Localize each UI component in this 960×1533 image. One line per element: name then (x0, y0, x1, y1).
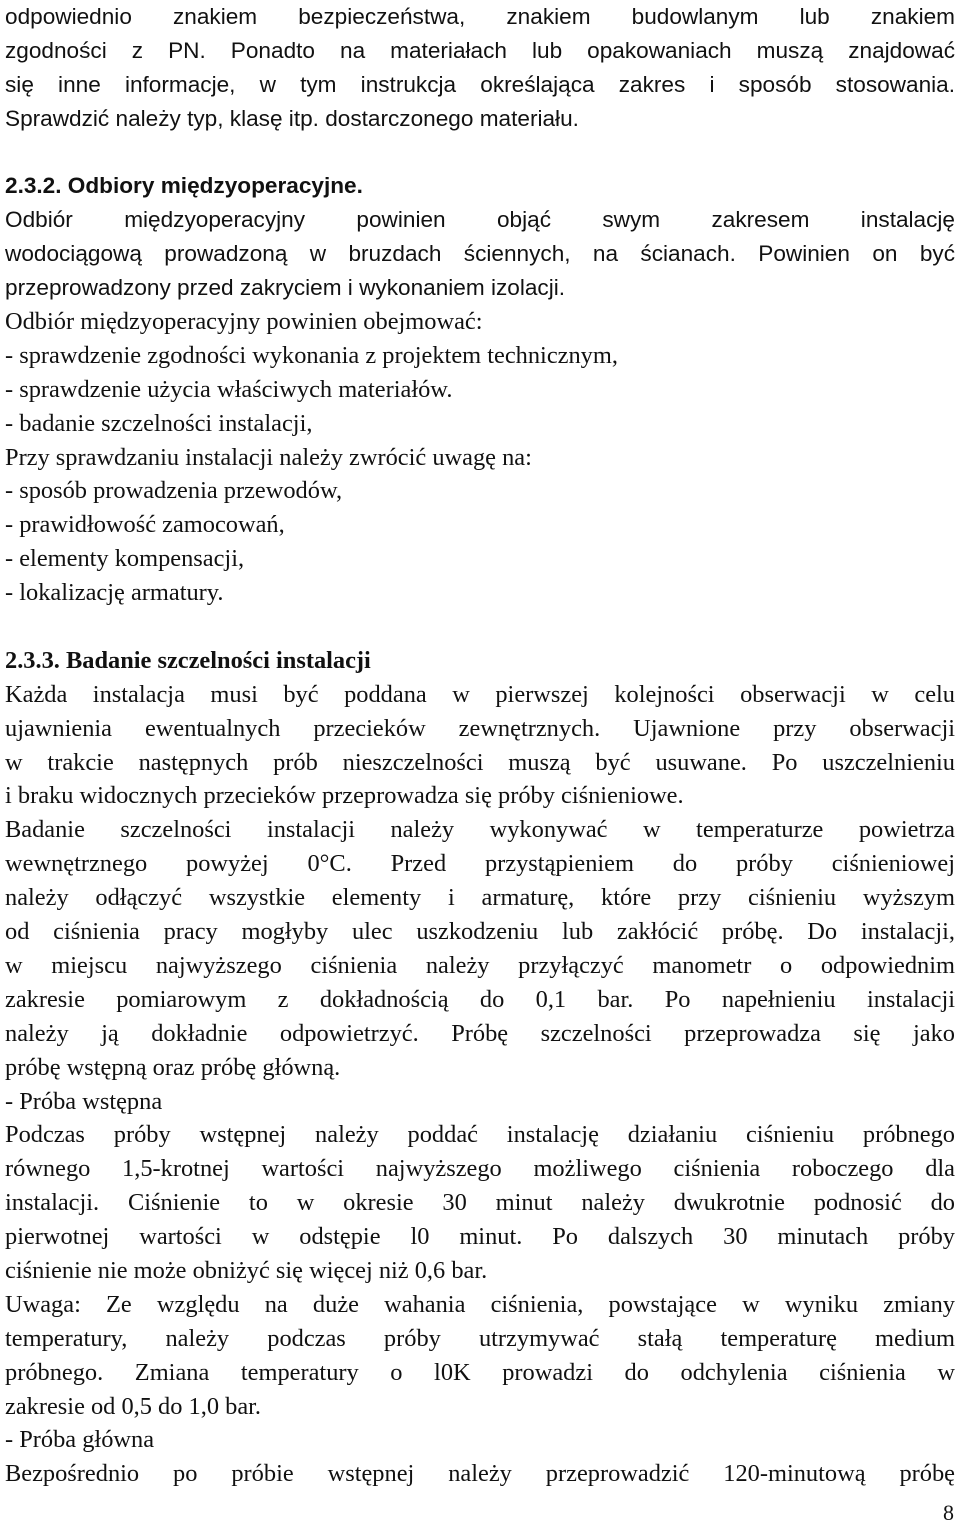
section-2-3-2 (5, 169, 955, 610)
text-line: zgodności z PN. Ponadto na materiałach lub opakowaniach muszą znajdować (5, 37, 955, 63)
main-test-label: - Próba główna (5, 1426, 155, 1454)
list-item: - sprawdzenie użycia właściwych materiałów. (5, 375, 453, 403)
document-page (5, 0, 955, 1491)
text-line: należy odłączyć wszystkie elementy i armaturę, które przy ciśnieniu wyższym (5, 884, 955, 912)
text-line: zakresie pomiarowym z dokładnością do 0,1 bar. Po napełnieniu instalacji (5, 985, 955, 1013)
text-line: ciśnienie nie może obniżyć się więcej niż 0,6 bar. (5, 1256, 488, 1284)
text-line: należy ją dokładnie odpowietrzyć. Próbę szczelności przeprowadza się jako (5, 1019, 955, 1047)
section-heading: 2.3.3. Badanie szczelności instalacji (5, 646, 371, 674)
spacer (5, 610, 955, 644)
text-line: ujawnienia ewentualnych przecieków zewnętrznych. Ujawnione przy obserwacji (5, 714, 955, 742)
text-line: Podczas próby wstępnej należy poddać instalację działaniu ciśnieniu próbnego (5, 1121, 955, 1149)
text-line: próbnego. Zmiana temperatury o l0K prowadzi do odchylenia ciśnienia w (5, 1358, 955, 1386)
text-line: Uwaga: Ze względu na duże wahania ciśnienia, powstające w wyniku zmiany (5, 1290, 955, 1318)
text-line: w trakcie następnych prób nieszczelności muszą być usuwane. Po uszczelnieniu (5, 748, 955, 776)
text-line: wewnętrznego powyżej 0°C. Przed przystąpieniem do próby ciśnieniowej (5, 850, 955, 878)
text-line: Badanie szczelności instalacji należy wykonywać w temperaturze powietrza (5, 816, 955, 844)
text-line: się inne informacje, w tym instrukcja określająca zakres i sposób stosowania. (5, 71, 955, 97)
text-line: i braku widocznych przecieków przeprowadza się próby ciśnieniowe. (5, 782, 684, 810)
text-line: wodociągową prowadzoną w bruzdach ściennych, na ścianach. Powinien on być (5, 241, 955, 267)
text-line: Sprawdzić należy typ, klasę itp. dostarczonego materiału. (5, 105, 579, 131)
list-item: - sposób prowadzenia przewodów, (5, 477, 343, 505)
text-line: próbę wstępną oraz próbę główną. (5, 1053, 341, 1081)
list-item: - sprawdzenie zgodności wykonania z projektem technicznym, (5, 341, 618, 369)
text-line: Każda instalacja musi być poddana w pierwszej kolejności obserwacji w celu (5, 680, 955, 708)
text-line: instalacji. Ciśnienie to w okresie 30 minut należy dwukrotnie podnosić do (5, 1189, 955, 1217)
text-line: równego 1,5-krotnej wartości najwyższego możliwego ciśnienia roboczego dla (5, 1155, 955, 1183)
text-line: temperatury, należy podczas próby utrzymywać stałą temperaturę medium (5, 1324, 955, 1352)
text-line: pierwotnej wartości w odstępie l0 minut. Po dalszych 30 minutach próby (5, 1223, 955, 1251)
scope-intro: Odbiór międzyoperacyjny powinien obejmować: (5, 308, 483, 336)
list-item: - prawidłowość zamocowań, (5, 511, 285, 539)
list-item: - elementy kompensacji, (5, 545, 245, 573)
page-number: 8 (943, 1500, 954, 1525)
text-line: odpowiednio znakiem bezpieczeństwa, znakiem budowlanym lub znakiem (5, 4, 955, 29)
text-line: w miejscu najwyższego ciśnienia należy przyłączyć manometr o odpowiednim (5, 951, 955, 979)
pre-test-label: - Próba wstępna (5, 1087, 163, 1115)
intro-paragraph (5, 0, 955, 136)
spacer (5, 136, 955, 170)
text-line: Bezpośrednio po próbie wstępnej należy przeprowadzić 120-minutową próbę (5, 1460, 955, 1488)
text-line: przeprowadzony przed zakryciem i wykonaniem izolacji. (5, 275, 566, 301)
list-item: - lokalizację armatury. (5, 579, 224, 607)
check-intro: Przy sprawdzaniu instalacji należy zwrócić uwagę na: (5, 443, 532, 471)
text-line: od ciśnienia pracy mogłyby ulec uszkodzeniu lub zakłócić próbę. Do instalacji, (5, 918, 955, 946)
text-line: zakresie od 0,5 do 1,0 bar. (5, 1392, 262, 1420)
text-line: Odbiór międzyoperacyjny powinien objąć swym zakresem instalację (5, 207, 955, 233)
list-item: - badanie szczelności instalacji, (5, 409, 313, 437)
section-heading: 2.3.2. Odbiory międzyoperacyjne. (5, 173, 363, 199)
section-2-3-3 (5, 644, 955, 1491)
